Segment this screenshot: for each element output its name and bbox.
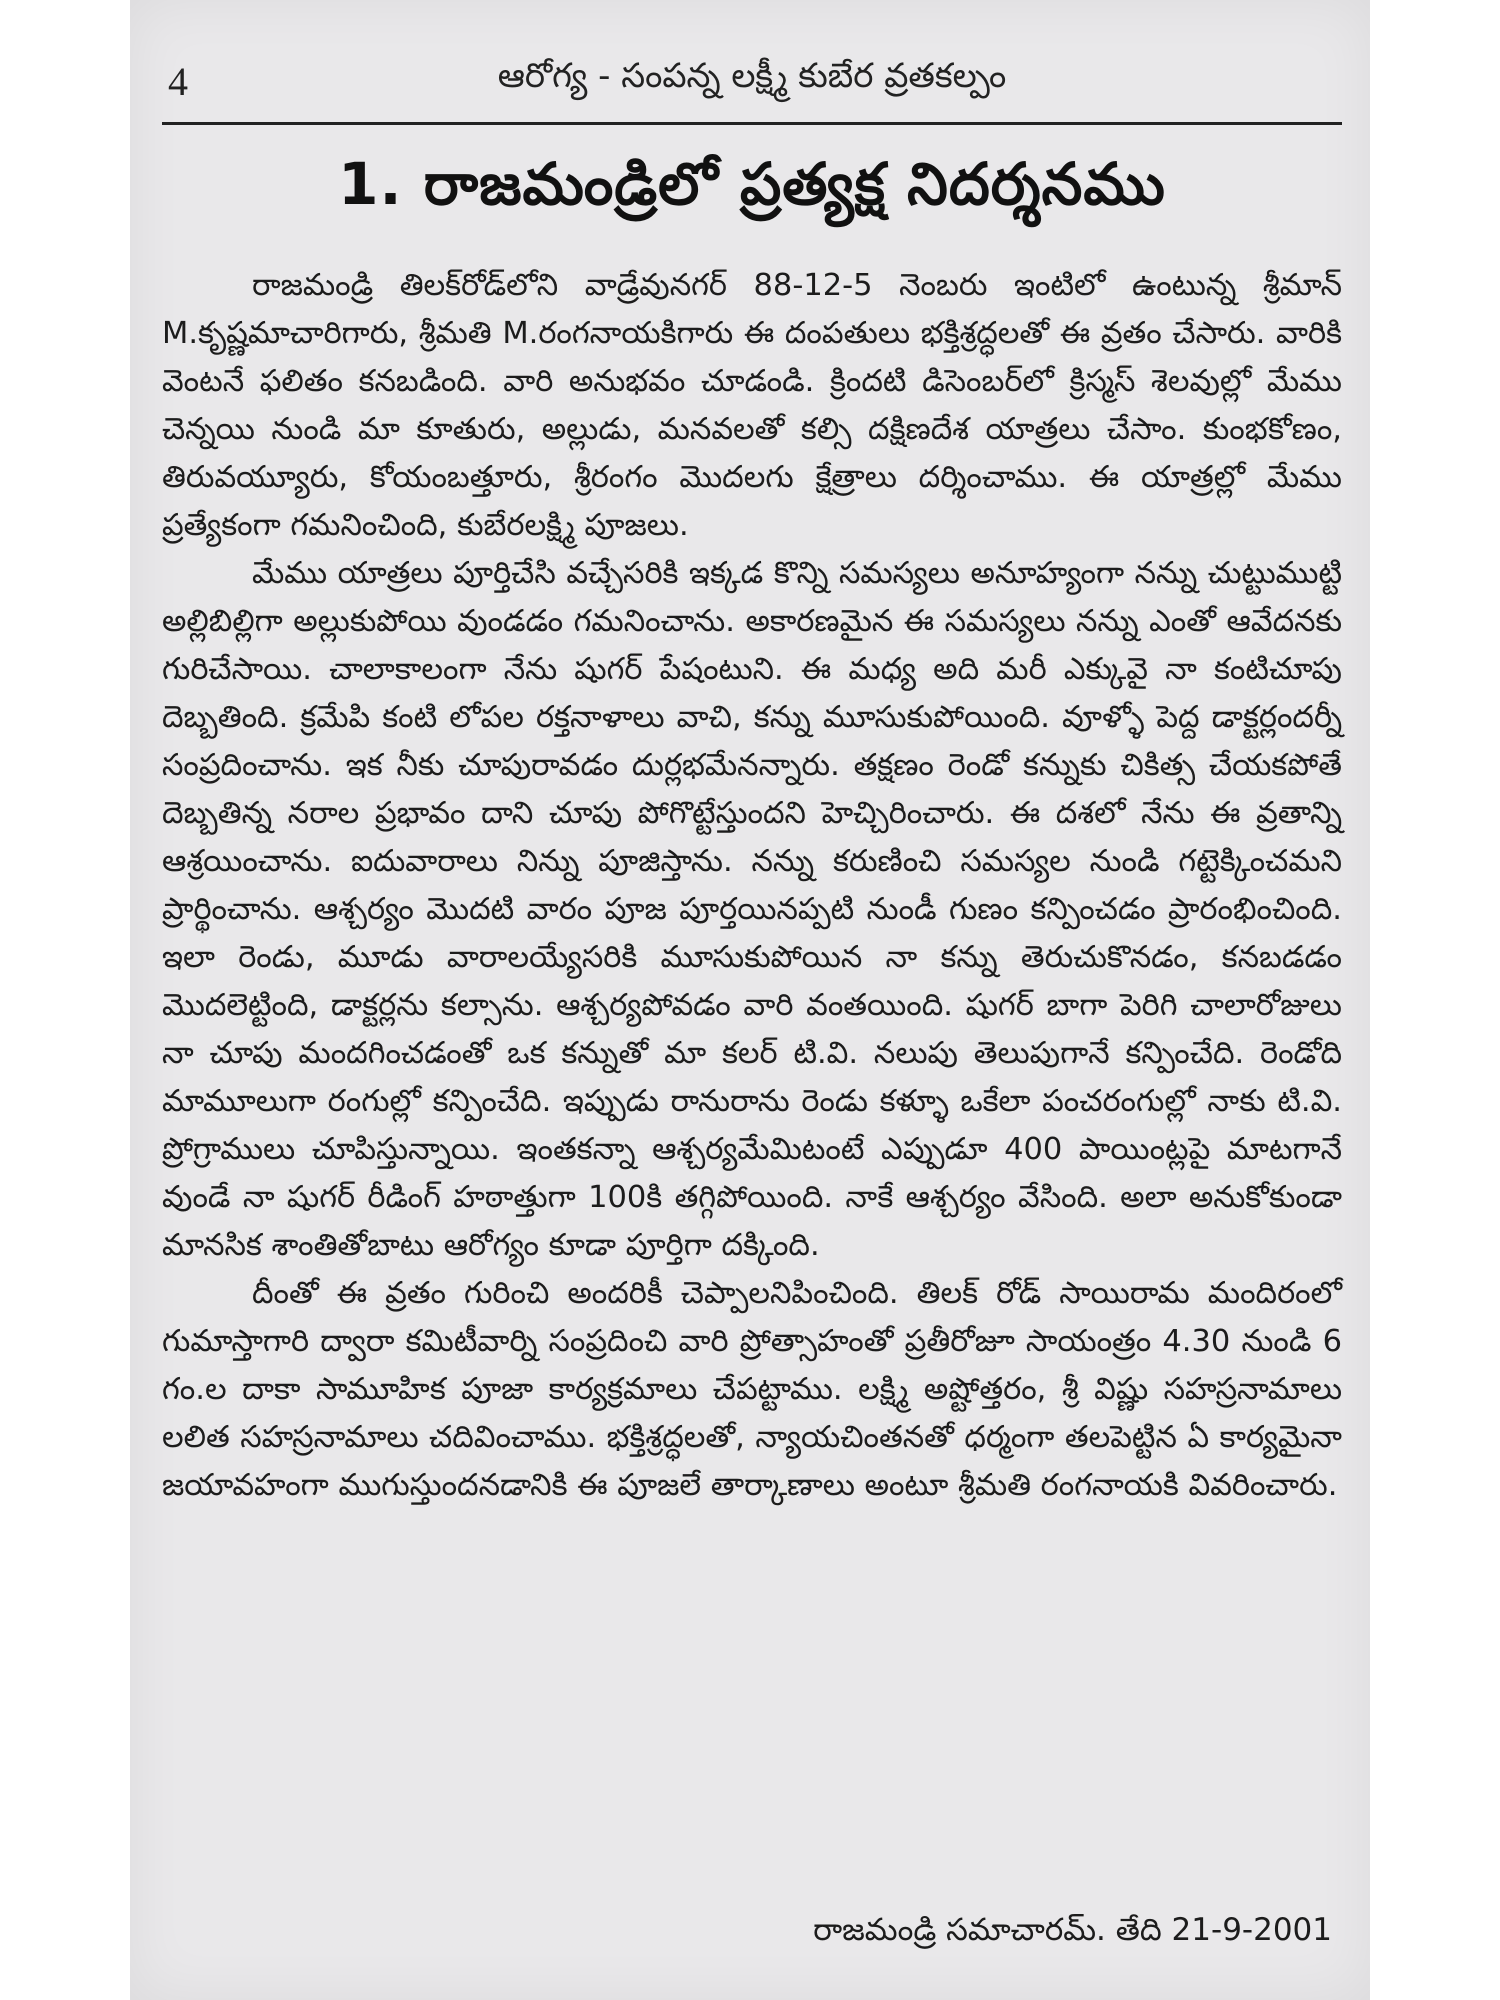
- article-title: 1. రాజమండ్రిలో ప్రత్యక్ష నిదర్శనము: [338, 150, 1166, 218]
- article-body: [162, 262, 1342, 1510]
- page-number: 4: [168, 59, 188, 104]
- page-header: [162, 42, 1342, 125]
- source-citation: రాజమండ్రి సమాచారమ్. తేది 21-9-2001: [813, 1912, 1332, 1948]
- book-page: [130, 0, 1370, 2000]
- paragraph-1: రాజమండ్రి తిలక్‌రోడ్‌లోని వాడ్రేవునగర్ 88-12-5 నెంబరు ఇంటిలో ఉంటున్న శ్రీమాన్ M.కృష్ణమాచారిగారు, శ్రీమతి M.రంగనాయకిగారు ఈ దంపతులు భక్తిశ్రద్ధలతో ఈ వ్రతం చేసారు. వారికి వెంటనే ఫలితం కనబడింది. వారి అనుభవం చూడండి. క్రిందటి డిసెంబర్‌లో క్రిస్మస్ శెలవుల్లో మేము చెన్నయి నుండి మా కూతురు, అల్లుడు, మనవలతో కల్సి దక్షిణదేశ యాత్రలు చేసాం. కుంభకోణం, తిరువయ్యూరు, కోయంబత్తూరు, శ్రీరంగం మొదలగు క్షేత్రాలు దర్శించాము. ఈ యాత్రల్లో మేము ప్రత్యేకంగా గమనించింది, కుబేరలక్ష్మి పూజలు.: [162, 268, 1342, 543]
- running-title: ఆరోగ్య - సంపన్న లక్ష్మీ కుబేర వ్రతకల్పం: [497, 56, 1007, 96]
- paragraph-2: మేము యాత్రలు పూర్తిచేసి వచ్చేసరికి ఇక్కడ కొన్ని సమస్యలు అనూహ్యంగా నన్ను చుట్టుముట్టి అల్లిబిల్లిగా అల్లుకుపోయి వుండడం గమనించాను. అకారణమైన ఈ సమస్యలు నన్ను ఎంతో ఆవేదనకు గురిచేసాయి. చాలాకాలంగా నేను షుగర్ పేషంటుని. ఈ మధ్య అది మరీ ఎక్కువై నా కంటిచూపు దెబ్బతింది. క్రమేపి కంటి లోపల రక్తనాళాలు వాచి, కన్ను మూసుకుపోయింది. వూళ్ళో పెద్ద డాక్టర్లందర్నీ సంప్రదించాను. ఇక నీకు చూపురావడం దుర్లభమేనన్నారు. తక్షణం రెండో కన్నుకు చికిత్స చేయకపోతే దెబ్బతిన్న నరాల ప్రభావం దాని చూపు పోగొట్టేస్తుందని హెచ్చిరించారు. ఈ దశలో నేను ఈ వ్రతాన్ని ఆశ్రయించాను. ఐదువారాలు నిన్ను పూజిస్తాను. నన్ను కరుణించి సమస్యల నుండి గట్టెక్కించమని ప్రార్థించాను. ఆశ్చర్యం మొదటి వారం పూజ పూర్తయినప్పటి నుండీ గుణం కన్పించడం ప్రారంభించింది. ఇలా రెండు, మూడు వారాలయ్యేసరికి మూసుకుపోయిన నా కన్ను తెరుచుకొనడం, కనబడడం మొదలెట్టింది, డాక్టర్లను కల్సాను. ఆశ్చర్యపోవడం వారి వంతయింది. షుగర్ బాగా పెరిగి చాలారోజులు నా చూపు మందగించడంతో ఒక కన్నుతో మా కలర్ టి.వి. నలుపు తెలుపుగానే కన్పించేది. రెండోది మామూలుగా రంగుల్లో కన్పించేది. ఇప్పుడు రానురాను రెండు కళ్ళూ ఒకేలా పంచరంగుల్లో నాకు టి.వి. ప్రోగ్రాములు చూపిస్తున్నాయి. ఇంతకన్నా ఆశ్చర్యమేమిటంటే ఎప్పుడూ 400 పాయింట్లపై మాటగానే వుండే నా షుగర్ రీడింగ్ హఠాత్తుగా 100కి తగ్గిపోయింది. నాకే ఆశ్చర్యం వేసింది. అలా అనుకోకుండా మానసిక శాంతితోబాటు ఆరోగ్యం కూడా పూర్తిగా దక్కింది.: [162, 556, 1342, 1263]
- paragraph-3: దీంతో ఈ వ్రతం గురించి అందరికీ చెప్పాలనిపించింది. తిలక్ రోడ్ సాయిరామ మందిరంలో గుమాస్తాగారి ద్వారా కమిటీవార్ని సంప్రదించి వారి ప్రోత్సాహంతో ప్రతీరోజూ సాయంత్రం 4.30 నుండి 6 గం.ల దాకా సామూహిక పూజా కార్యక్రమాలు చేపట్టాము. లక్ష్మి అష్టోత్తరం, శ్రీ విష్ణు సహస్రనామాలు లలిత సహస్రనామాలు చదివించాము. భక్తిశ్రద్ధలతో, న్యాయచింతనతో ధర్మంగా తలపెట్టిన ఏ కార్యమైనా జయావహంగా ముగుస్తుందనడానికి ఈ పూజలే తార్కాణాలు అంటూ శ్రీమతి రంగనాయకి వివరించారు.: [162, 1276, 1342, 1503]
